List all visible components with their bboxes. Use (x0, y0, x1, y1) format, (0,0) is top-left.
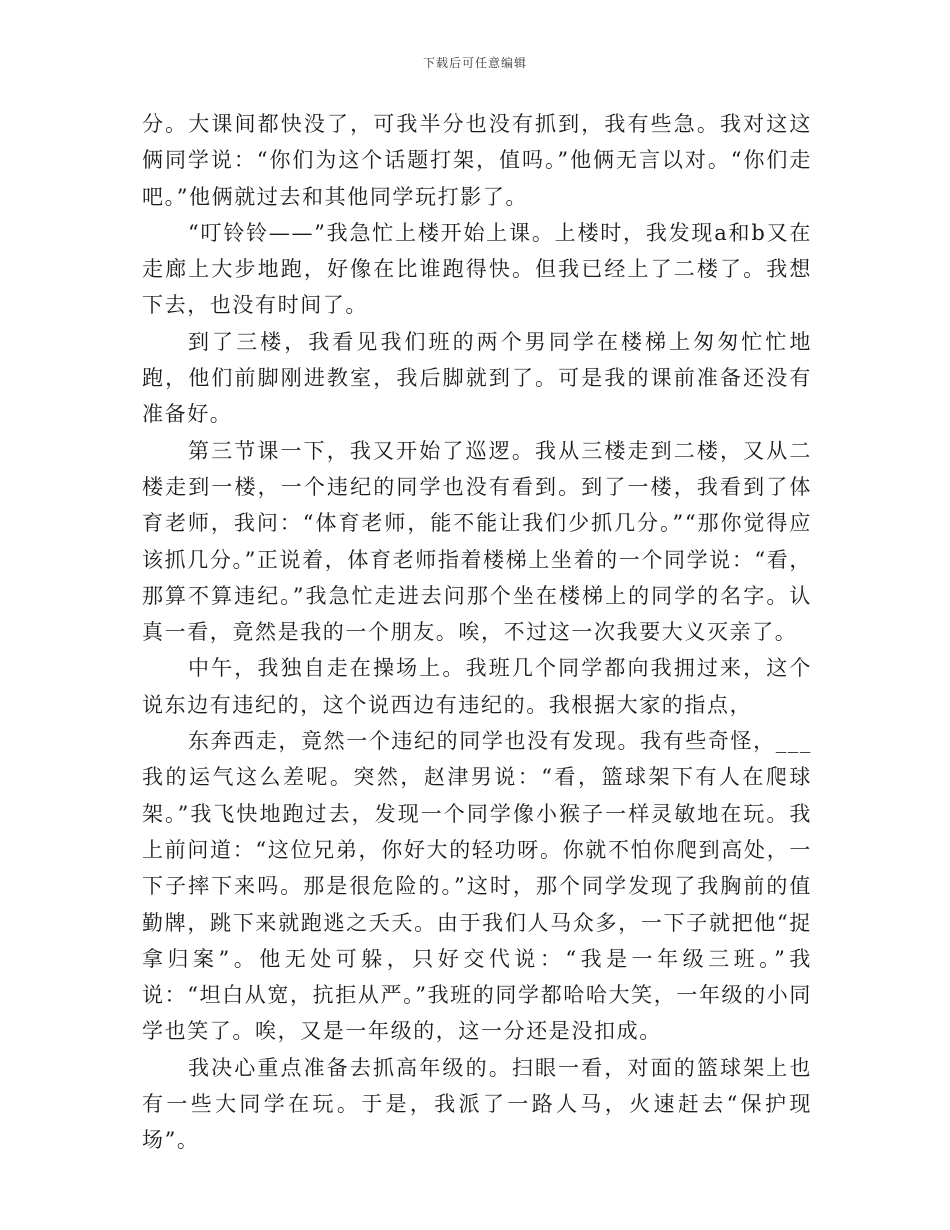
paragraph-7: 我决心重点准备去抓高年级的。扫眼一看，对面的篮球架上也有一些大同学在玩。于是，我派了一路人马，火速赶去“保护现场”。 (142, 1055, 812, 1153)
paragraph-1: 分。大课间都快没了，可我半分也没有抓到，我有些急。我对这这俩同学说：“你们为这个话题打架，值吗。”他俩无言以对。“你们走吧。”他俩就过去和其他同学玩打影了。 (142, 112, 812, 209)
paragraph-4: 第三节课一下，我又开始了巡逻。我从三楼走到二楼，又从二楼走到一楼，一个违纪的同学也没有看到。到了一楼，我看到了体育老师，我问：“体育老师，能不能让我们少抓几分。”“那你觉得应该抓几分。”正说着，体育老师指着楼梯上坐着的一个同学说：“看，那算不算违纪。”我急忙走进去问那个坐在楼梯上的同学的名字。认真一看，竟然是我的一个朋友。唉，不过这一次我要大义灭亲了。 (142, 438, 812, 645)
paragraph-2: “叮铃铃——”我急忙上楼开始上课。上楼时，我发现a和b又在走廊上大步地跑，好像在比谁跑得快。但我已经上了二楼了。我想下去，也没有时间了。 (142, 220, 812, 318)
page-header: 下载后可任意编辑 (422, 56, 527, 70)
paragraph-6: 东奔西走，竟然一个违纪的同学也没有发现。我有些奇怪，___我的运气这么差呢。突然，赵津男说：“看，篮球架下有人在爬球架。”我飞快地跑过去，发现一个同学像小猴子一样灵敏地在玩。我上前问道：“这位兄弟，你好大的轻功呀。你就不怕你爬到高处，一下子摔下来吗。那是很危险的。”这时，那个同学发现了我胸前的值勤牌，跳下来就跑逃之夭夭。由于我们人马众多，一下子就把他“捉拿归案”。他无处可躲，只好交代说：“我是一年级三班。”我说：“坦白从宽，抗拒从严。”我班的同学都哈哈大笑，一年级的小同学也笑了。唉，又是一年级的，这一分还是没扣成。 (142, 729, 812, 1044)
paragraph-3: 到了三楼，我看见我们班的两个男同学在楼梯上匆匆忙忙地跑，他们前脚刚进教室，我后脚就到了。可是我的课前准备还没有准备好。 (142, 329, 812, 427)
document-body (142, 106, 812, 1159)
paragraph-5: 中午，我独自走在操场上。我班几个同学都向我拥过来，这个说东边有违纪的，这个说西边有违纪的。我根据大家的指点， (142, 656, 812, 717)
